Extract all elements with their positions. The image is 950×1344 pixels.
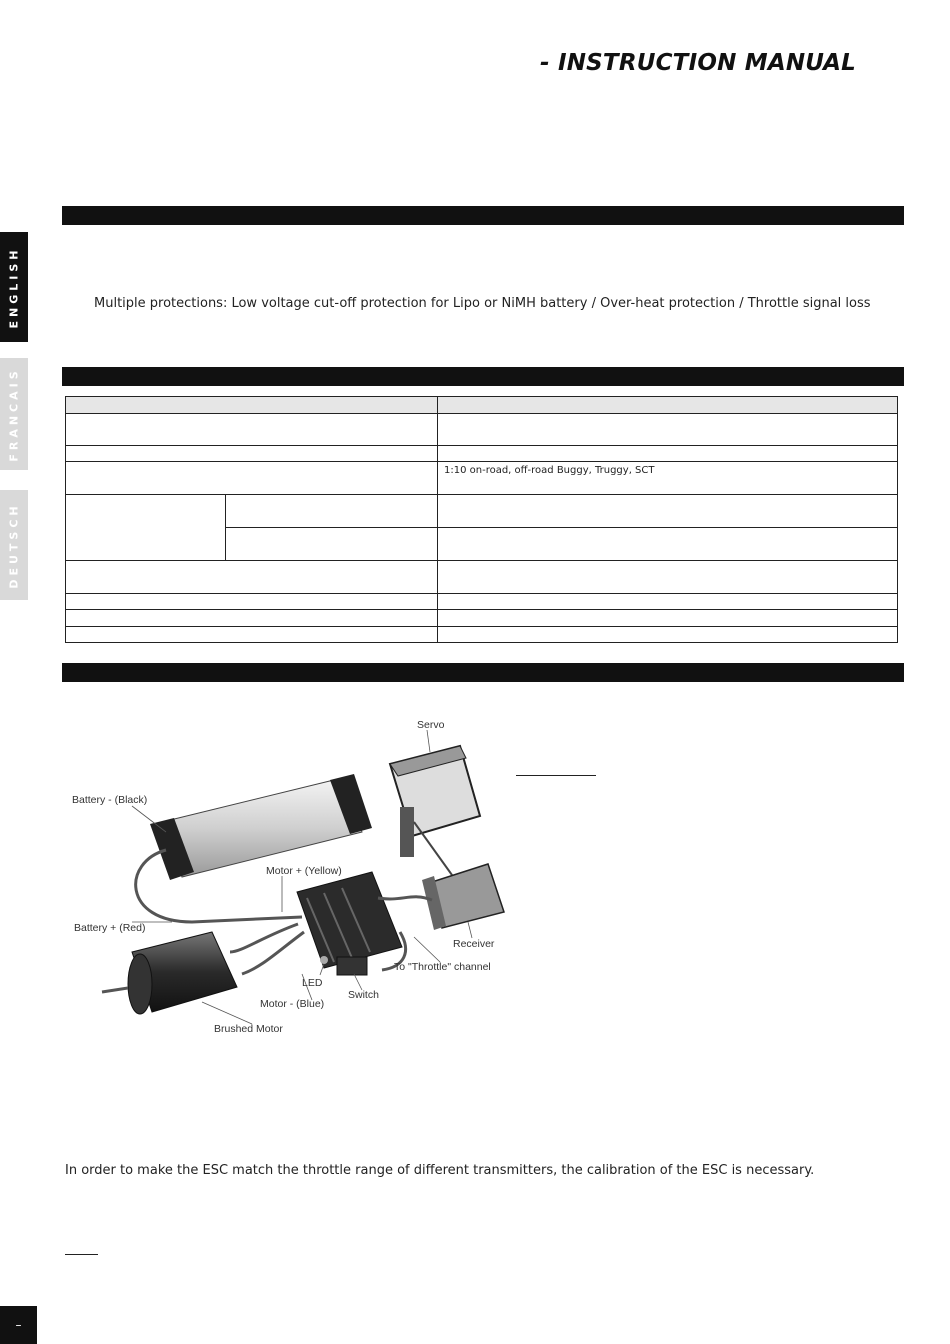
label-led: LED: [302, 977, 323, 989]
label-servo: Servo: [417, 719, 445, 731]
tab-francais-label: FRANCAIS: [7, 366, 21, 462]
protections-text: Multiple protections: Low voltage cut-off protection for Lipo or NiMH battery / Over-heat protection / Throttle signal loss: [94, 296, 871, 311]
label-battery-neg: Battery - (Black): [72, 794, 148, 806]
label-throttle-channel: To "Throttle" channel: [394, 961, 491, 973]
table-row: [66, 627, 898, 643]
table-row: [66, 446, 898, 462]
applications-value: 1:10 on-road, off-road Buggy, Truggy, SCT: [438, 462, 898, 495]
connection-section-bar: [62, 663, 904, 682]
table-row: [66, 594, 898, 610]
underline-rule: [516, 775, 596, 776]
page-mark: –: [15, 1318, 22, 1332]
table-row: [66, 561, 898, 594]
table-header-row: [66, 397, 898, 414]
table-row: [66, 610, 898, 627]
page-number-box: [0, 1306, 37, 1344]
receiver: [422, 864, 504, 930]
tab-english[interactable]: [0, 232, 28, 342]
brushed-motor: [102, 932, 237, 1014]
features-section-bar: [62, 206, 904, 225]
tab-francais[interactable]: [0, 358, 28, 470]
label-motor-pos: Motor + (Yellow): [266, 865, 342, 877]
specifications-table: [65, 396, 898, 643]
tab-deutsch-label: DEUTSCH: [7, 501, 21, 589]
connection-diagram: [62, 712, 510, 1042]
servo: [390, 746, 480, 882]
calibration-intro: In order to make the ESC match the throttle range of different transmitters, the calibration of the ESC is necessary.: [65, 1163, 815, 1178]
label-battery-pos: Battery + (Red): [74, 922, 146, 934]
esc-controller: [297, 872, 402, 975]
label-switch: Switch: [348, 989, 379, 1001]
table-row: [66, 414, 898, 446]
underline-rule: [65, 1254, 98, 1255]
specifications-section-bar: [62, 367, 904, 386]
table-row: [66, 462, 898, 495]
label-motor-neg: Motor - (Blue): [260, 998, 325, 1010]
label-receiver: Receiver: [453, 938, 495, 950]
tab-english-label: ENGLISH: [7, 246, 21, 328]
table-row: [66, 495, 898, 528]
tab-deutsch[interactable]: [0, 490, 28, 600]
label-brushed-motor: Brushed Motor: [214, 1023, 283, 1035]
manual-title: - INSTRUCTION MANUAL: [540, 50, 856, 76]
